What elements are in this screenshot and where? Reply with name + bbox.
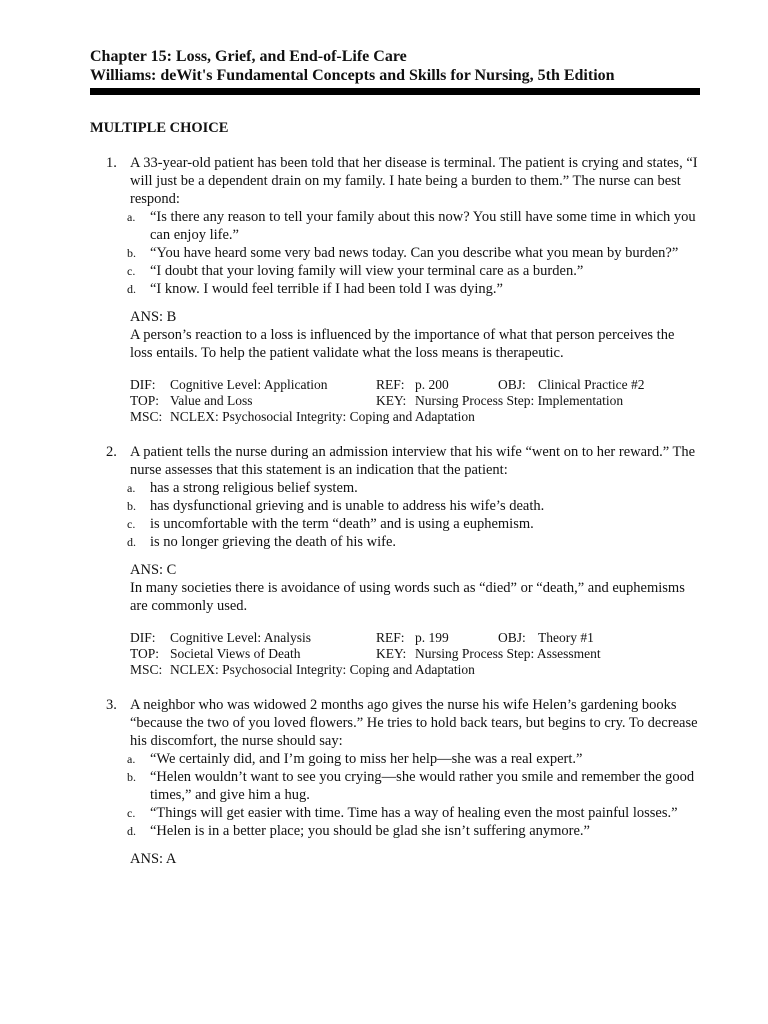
option-letter: c.	[127, 517, 136, 531]
option-b	[127, 768, 700, 804]
option-b	[127, 244, 700, 262]
option-text: is uncomfortable with the term “death” and is using a euphemism.	[150, 516, 534, 532]
question-number: 3.	[106, 697, 117, 713]
ref-value: p. 199	[415, 630, 449, 645]
key-value: Nursing Process Step: Assessment	[415, 646, 601, 661]
option-a	[127, 750, 700, 768]
option-text: “Helen wouldn’t want to see you crying—she would rather you smile and remember the good times,” and give him a hug.	[150, 769, 695, 803]
option-text: “Helen is in a better place; you should be glad she isn’t suffering anymore.”	[150, 823, 590, 839]
rationale: In many societies there is avoidance of using words such as “died” or “death,” and euphemisms are commonly used.	[130, 580, 685, 614]
rationale: A person’s reaction to a loss is influenced by the importance of what that person perceives the loss entails. To help the patient validate what the loss means is therapeutic.	[130, 327, 675, 361]
top-value: Value and Loss	[170, 393, 253, 408]
dif-label: DIF:	[130, 377, 156, 392]
metadata-row	[130, 377, 700, 393]
option-letter: d.	[127, 282, 136, 296]
dif-value: Cognitive Level: Application	[170, 377, 328, 392]
question-metadata	[130, 377, 700, 425]
answer: ANS: A	[130, 851, 177, 867]
key-label: KEY:	[376, 393, 407, 408]
question-stem	[90, 154, 700, 208]
key-value: Nursing Process Step: Implementation	[415, 393, 624, 408]
option-a	[127, 479, 700, 497]
metadata-row	[130, 393, 700, 409]
option-letter: c.	[127, 806, 136, 820]
answer: ANS: C	[130, 562, 177, 578]
option-text: has a strong religious belief system.	[150, 480, 358, 496]
question-text: A 33-year-old patient has been told that her disease is terminal. The patient is crying and states, “I will just be a dependent drain on my family. I hate being a burden to them.” The nurse can best respond:	[130, 155, 698, 207]
msc-label: MSC:	[130, 662, 163, 677]
obj-label: OBJ:	[498, 377, 526, 392]
section-title: MULTIPLE CHOICE	[90, 120, 229, 136]
option-text: “Things will get easier with time. Time has a way of healing even the most painful losses.”	[150, 805, 678, 821]
option-c	[127, 515, 700, 533]
option-d	[127, 822, 700, 840]
option-text: is no longer grieving the death of his wife.	[150, 534, 397, 550]
question-text: A neighbor who was widowed 2 months ago gives the nurse his wife Helen’s gardening books “because the two of you loved flowers.” He tries to hold back tears, but begins to cry. To decrease his discomfort, the nurse should say:	[130, 697, 698, 749]
dif-value: Cognitive Level: Analysis	[170, 630, 311, 645]
top-value: Societal Views of Death	[170, 646, 301, 661]
metadata-row	[130, 409, 700, 425]
metadata-row	[130, 662, 700, 678]
question-text: A patient tells the nurse during an admission interview that his wife “went on to her reward.” The nurse assesses that this statement is an indication that the patient:	[130, 444, 696, 478]
option-letter: c.	[127, 264, 136, 278]
key-label: KEY:	[376, 646, 407, 661]
ref-value: p. 200	[415, 377, 449, 392]
book-title: Williams: deWit's Fundamental Concepts and Skills for Nursing, 5th Edition	[90, 67, 615, 84]
option-letter: a.	[127, 481, 136, 495]
msc-value: NCLEX: Psychosocial Integrity: Coping and Adaptation	[170, 409, 475, 424]
msc-value: NCLEX: Psychosocial Integrity: Coping and Adaptation	[170, 662, 475, 677]
header-rule	[90, 88, 700, 95]
option-letter: a.	[127, 210, 136, 224]
option-c	[127, 262, 700, 280]
option-text: “I doubt that your loving family will view your terminal care as a burden.”	[150, 263, 584, 279]
msc-label: MSC:	[130, 409, 163, 424]
question-stem	[90, 443, 700, 479]
option-letter: b.	[127, 246, 136, 260]
question-1	[90, 154, 700, 425]
obj-value: Clinical Practice #2	[538, 377, 645, 392]
metadata-row	[130, 646, 700, 662]
metadata-row	[130, 630, 700, 646]
question-3	[90, 696, 700, 868]
question-stem	[90, 696, 700, 750]
top-label: TOP:	[130, 393, 160, 408]
option-text: “You have heard some very bad news today. Can you describe what you mean by burden?”	[150, 245, 679, 261]
option-letter: a.	[127, 752, 136, 766]
option-letter: d.	[127, 824, 136, 838]
answer: ANS: B	[130, 309, 177, 325]
obj-value: Theory #1	[538, 630, 594, 645]
top-label: TOP:	[130, 646, 160, 661]
option-text: has dysfunctional grieving and is unable to address his wife’s death.	[150, 498, 545, 514]
option-text: “I know. I would feel terrible if I had been told I was dying.”	[150, 281, 503, 297]
option-text: “We certainly did, and I’m going to miss her help—she was a real expert.”	[150, 751, 583, 767]
question-metadata	[130, 630, 700, 678]
option-letter: b.	[127, 499, 136, 513]
question-number: 2.	[106, 444, 117, 460]
option-text: “Is there any reason to tell your family about this now? You still have some time in which you can enjoy life.”	[150, 209, 696, 243]
option-letter: d.	[127, 535, 136, 549]
obj-label: OBJ:	[498, 630, 526, 645]
option-c	[127, 804, 700, 822]
chapter-title: Chapter 15: Loss, Grief, and End-of-Life Care	[90, 48, 407, 65]
ref-label: REF:	[376, 377, 405, 392]
question-2	[90, 443, 700, 678]
ref-label: REF:	[376, 630, 405, 645]
option-letter: b.	[127, 770, 136, 784]
question-number: 1.	[106, 155, 117, 171]
document-page	[90, 47, 700, 868]
dif-label: DIF:	[130, 630, 156, 645]
option-b	[127, 497, 700, 515]
option-d	[127, 533, 700, 551]
option-a	[127, 208, 700, 244]
option-d	[127, 280, 700, 298]
